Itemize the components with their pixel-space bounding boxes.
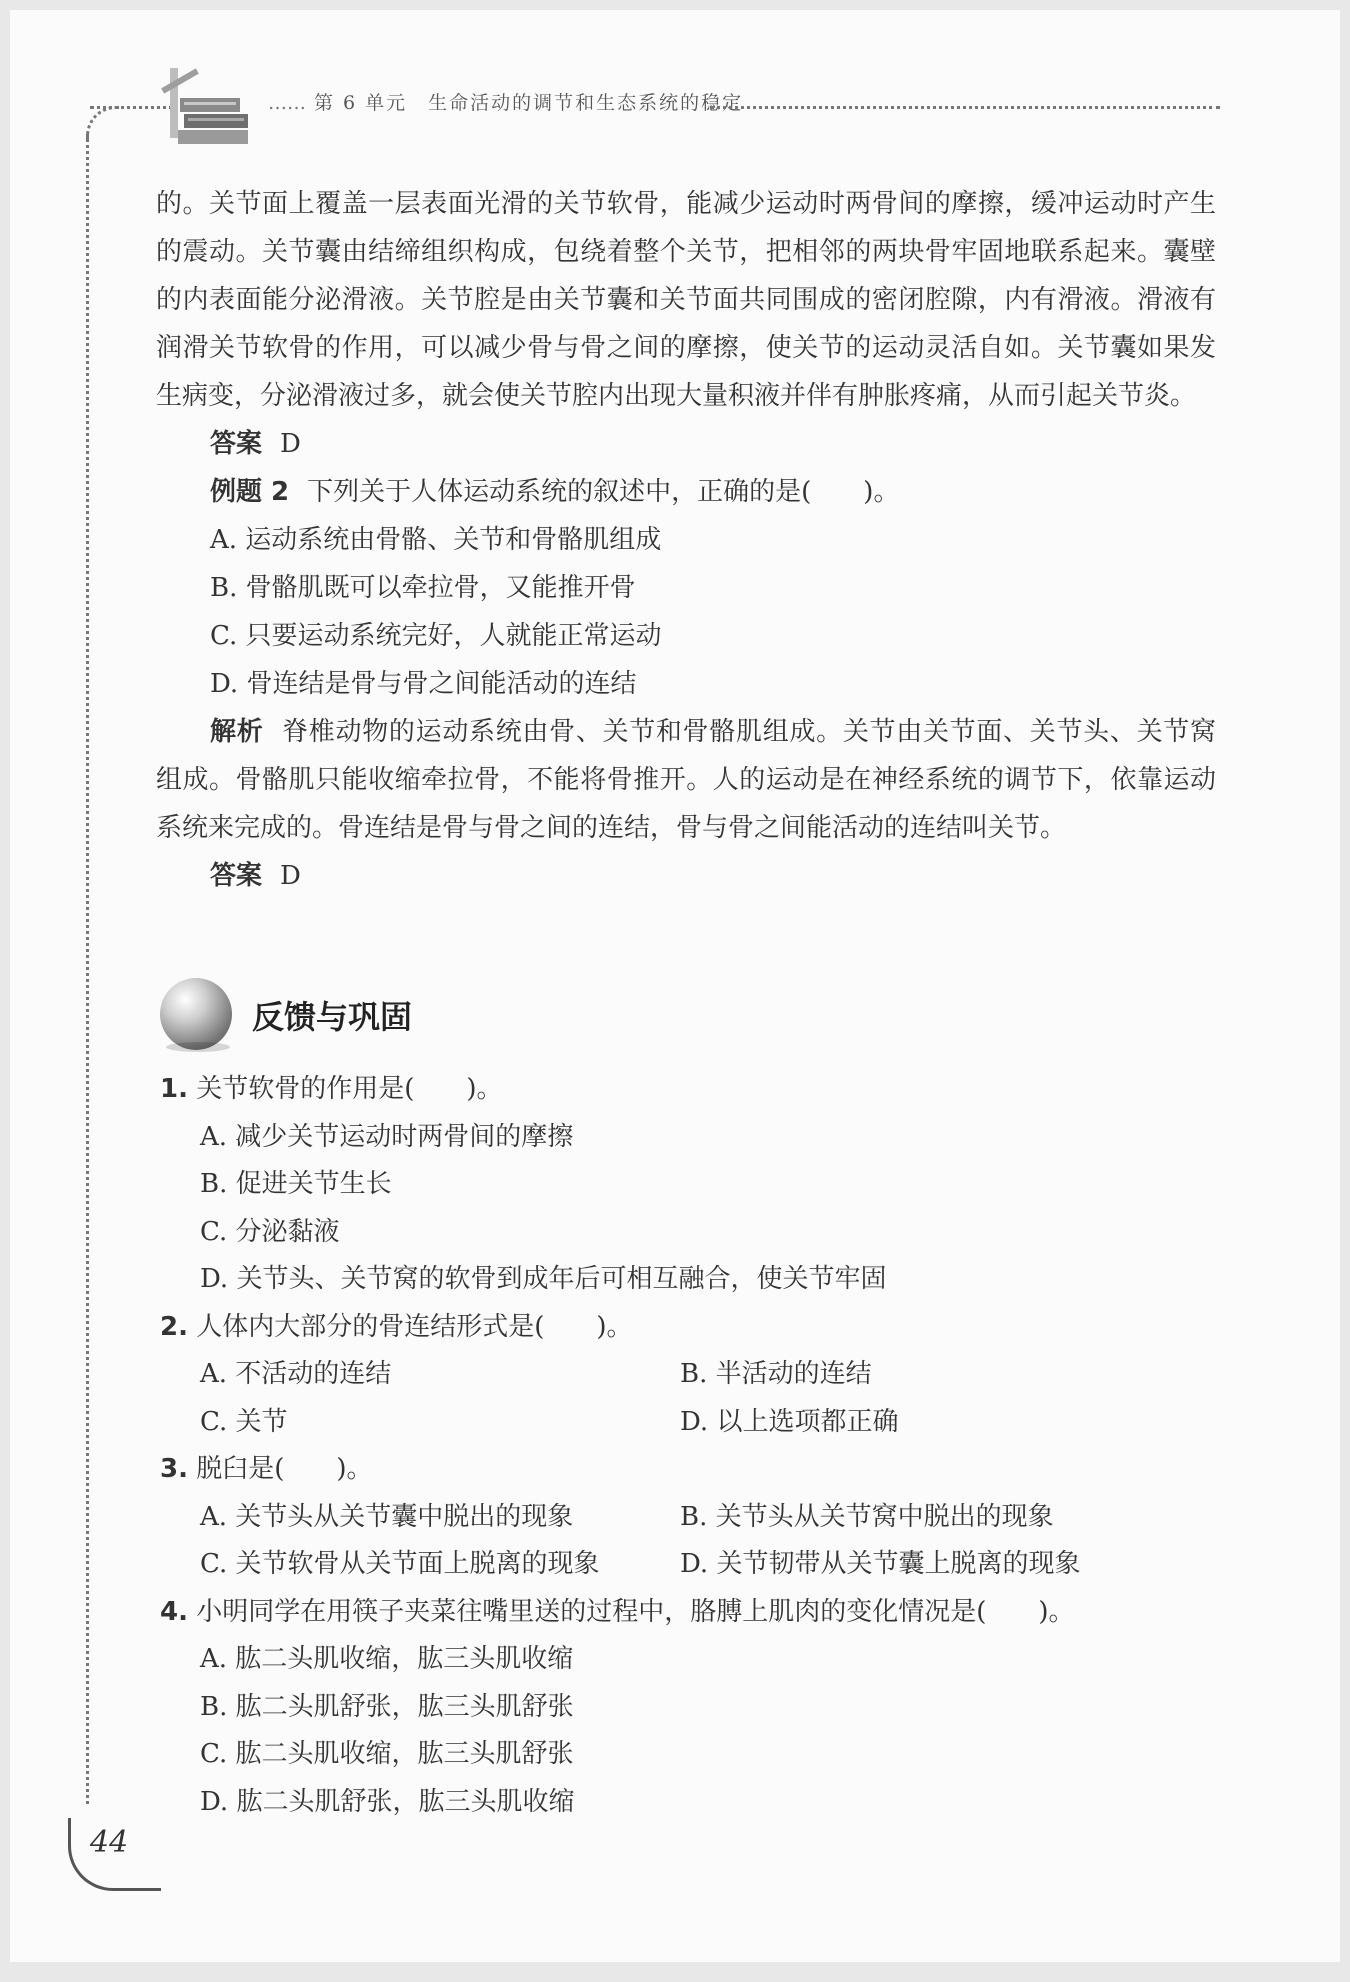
- exercise-questions: [160, 1066, 1220, 1826]
- q2-option-b: B. 半活动的连结: [680, 1359, 872, 1389]
- question-number: 2.: [160, 1311, 188, 1342]
- q2-option-a: A. 不活动的连结: [200, 1359, 392, 1389]
- example-2-question: [156, 468, 1216, 516]
- q3-option-c: C. 关节软骨从关节面上脱离的现象: [200, 1549, 600, 1579]
- question-text: 小明同学在用筷子夹菜往嘴里送的过程中，胳膊上肌肉的变化情况是( )。: [196, 1596, 1075, 1627]
- q1-option-b: B. 促进关节生长: [200, 1169, 392, 1199]
- globe-icon: [160, 978, 232, 1050]
- example-option-d: D. 骨连结是骨与骨之间能活动的连结: [210, 669, 637, 699]
- q4-option-c: C. 肱二头肌收缩，肱三头肌舒张: [200, 1739, 574, 1769]
- q3-option-a: A. 关节头从关节囊中脱出的现象: [200, 1501, 574, 1532]
- example-option-b: B. 骨骼肌既可以牵拉骨，又能推开骨: [210, 573, 636, 603]
- q1-option-a: A. 减少关节运动时两骨间的摩擦: [200, 1121, 574, 1152]
- q3-option-d: D. 关节韧带从关节囊上脱离的现象: [680, 1549, 1081, 1579]
- q3-options-row-2: [160, 1541, 1220, 1589]
- question-text: 关节软骨的作用是( )。: [196, 1074, 503, 1104]
- q1-option-d: D. 关节头、关节窝的软骨到成年后可相互融合，使关节牢固: [200, 1264, 887, 1294]
- page: [10, 10, 1340, 1962]
- answer-2: [156, 852, 1216, 900]
- margin-dotted-line: [86, 134, 89, 1804]
- paragraph-joint-explanation: 的。关节面上覆盖一层表面光滑的关节软骨，能减少运动时两骨间的摩擦，缓冲运动时产生的震动。关节囊由结缔组织构成，包绕着整个关节，把相邻的两块骨牢固地联系起来。囊壁的内表面能分泌滑液。关节腔是由关节囊和关节面共同围成的密闭腔隙，内有滑液。滑液有润滑关节软骨的作用，可以减少骨与骨之间的摩擦，使关节的运动灵活自如。关节囊如果发生病变，分泌滑液过多，就会使关节腔内出现大量积液并伴有肿胀疼痛，从而引起关节炎。: [156, 189, 1216, 411]
- answer-value: D: [280, 861, 301, 891]
- question-text: 人体内大部分的骨连结形式是( )。: [196, 1311, 633, 1342]
- q2-option-c: C. 关节: [200, 1406, 288, 1437]
- question-2: [160, 1304, 1220, 1352]
- header-dotted-line-right: [710, 106, 1220, 109]
- analysis-text: 脊椎动物的运动系统由骨、关节和骨骼肌组成。关节由关节面、关节头、关节窝组成。骨骼肌只能收缩牵拉骨，不能将骨推开。人的运动是在神经系统的调节下，依靠运动系统来完成的。骨连结是骨与骨之间的连结，骨与骨之间能活动的连结叫关节。: [156, 717, 1216, 843]
- answer-value: D: [280, 429, 301, 459]
- chapter-title: 第 6 单元 生命活动的调节和生态系统的稳定: [314, 92, 744, 114]
- example-question-text: 下列关于人体运动系统的叙述中，正确的是( )。: [307, 477, 900, 507]
- answer-label: 答案: [210, 429, 263, 459]
- question-text: 脱臼是( )。: [196, 1454, 373, 1484]
- q4-option-d: D. 肱二头肌舒张，肱三头肌收缩: [200, 1786, 575, 1817]
- section-title: 反馈与巩固: [252, 998, 413, 1036]
- q4-option-a: A. 肱二头肌收缩，肱三头肌收缩: [200, 1644, 574, 1674]
- q3-options-row-1: [160, 1494, 1220, 1542]
- q4-option-b: B. 肱二头肌舒张，肱三头肌舒张: [200, 1691, 574, 1722]
- question-number: 4.: [160, 1596, 188, 1627]
- example-option-c: C. 只要运动系统完好，人就能正常运动: [210, 621, 662, 651]
- example-label: 例题 2: [210, 477, 290, 507]
- q1-option-c: C. 分泌黏液: [200, 1216, 340, 1247]
- analysis-paragraph: [156, 708, 1216, 852]
- answer-1: [156, 420, 1216, 468]
- q2-option-d: D. 以上选项都正确: [680, 1406, 899, 1437]
- example-option-a: A. 运动系统由骨骼、关节和骨骼肌组成: [210, 525, 662, 555]
- chapter-header: [268, 88, 743, 115]
- answer-label: 答案: [210, 861, 263, 891]
- question-number: 1.: [160, 1074, 188, 1104]
- page-number: 44: [90, 1825, 129, 1860]
- header-corner-decoration: [86, 106, 119, 139]
- q2-options-row-2: [160, 1399, 1220, 1447]
- header-lead-dots: ……: [268, 92, 306, 114]
- q2-options-row-1: [160, 1351, 1220, 1399]
- books-logo-icon: [150, 58, 260, 148]
- analysis-label: 解析: [210, 717, 264, 747]
- main-content: [156, 180, 1216, 900]
- question-4: [160, 1589, 1220, 1637]
- question-1: [160, 1066, 1220, 1114]
- q3-option-b: B. 关节头从关节窝中脱出的现象: [680, 1501, 1054, 1532]
- question-number: 3.: [160, 1454, 188, 1484]
- question-3: [160, 1446, 1220, 1494]
